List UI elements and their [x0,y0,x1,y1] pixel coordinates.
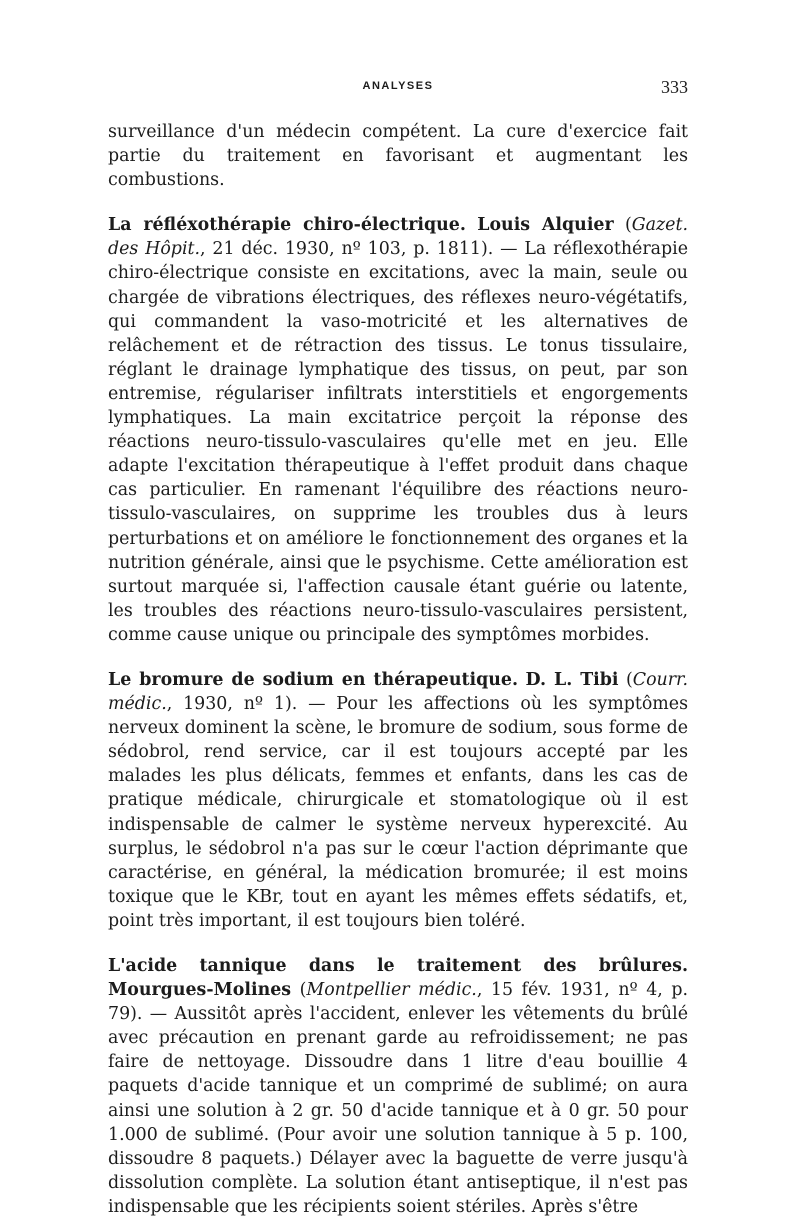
journal-source: Courr. médic. [108,669,688,715]
article-body: — Aussitôt après l'accident, enlever les vêtements du brûlé avec précaution en prenant garde au refroidissement; ne pas faire de nettoyage. Dissoudre dans 1 litre d'eau bouillie 4 paquets d'acide tannique et un comprimé de sublimé; on aura ainsi une solution à 2 gr. 50 d'acide tannique et à 0 gr. 50 pour 1.000 de sublimé. (Pour avoir une solution tannique à 5 p. 100, dissoudre 8 paquets.) Délayer avec la baguette de verre jusqu'à dissolution complète. La solution étant antiseptique, il n'est pas indispensable que les récipients soient stériles. Après s'être [108,1004,688,1217]
article-acide-tannique [108,954,688,1219]
article-author: Louis Alquier [477,215,614,236]
article-body: — Pour les affections où les symptômes nerveux dominent la scène, le bromure de sodium, sous forme de sédobrol, rend service, car il est toujours accepté par les malades les plus délicats, femmes et enfants, dans les cas de pratique médicale, chirurgicale et stomatologique où il est indispensable de calmer le système nerveux hyperexcité. Au surplus, le sédobrol n'a pas sur le cœur l'action déprimante que caractérise, en général, la médication bromurée; il est moins toxique que le KBr, tout en ayant les mêmes effets sédatifs, et, point très important, il est toujours bien toléré. [108,694,688,931]
article-author: Mourgues-Molines [108,980,292,1001]
article-bromure [108,668,688,933]
article-title: L'acide tannique dans le traitement des brûlures. [108,956,688,976]
article-author: D. L. Tibi [525,669,619,690]
article-body: — La réflexothérapie chiro-électrique consiste en excitations, avec la main, seule ou chargée de vibrations électriques, des réflexes neuro-végétatifs, qui commandent la vaso-motricité et les alternatives de relâchement et de rétraction des tissus. Le tonus tissulaire, réglant le drainage lymphatique des tissus, on peut, par son entremise, régulariser infiltrats interstitiels et engorgements lymphatiques. La main excitatrice perçoit la réponse des réactions neuro-tissulo-vasculaires qu'elle met en jeu. Elle adapte l'excitation thérapeutique à l'effet produit dans chaque cas particulier. En ramenant l'équilibre des réactions neuro-tissulo-vasculaires, on supprime les troubles dus à leurs perturbations et on améliore le fonctionnement des organes et la nutrition générale, ainsi que le psychisme. Cette amélioration est surtout marquée si, l'affection causale étant guérie ou latente, les troubles des réactions neuro-tissulo-vasculaires persistent, comme cause unique ou principale des symptômes morbides. [108,239,688,645]
running-title: ANALYSES [362,80,434,92]
journal-source: Montpellier médic. [306,980,477,1001]
article-title: La réfléxothérapie chiro-électrique. [108,215,466,236]
reference-open: ( [291,980,307,1001]
reference-open: ( [618,669,633,690]
article-title: Le bromure de sodium en thérapeutique. [108,669,519,690]
page-body [108,120,688,1219]
citation: , 21 déc. 1930, nº 103, p. 1811). [200,239,494,260]
running-header [108,77,688,100]
page-number: 333 [661,77,688,97]
article-reflexotherapie [108,213,688,647]
reference-open: ( [613,215,632,236]
citation: , 1930, nº 1). [166,694,298,715]
continuation-paragraph: surveillance d'un médecin compétent. La cure d'exercice fait partie du traitement en favorisant et augmentant les combustions. [108,122,688,191]
journal-source: Gazet. des Hôpit. [108,215,688,260]
citation: , 15 fév. 1931, nº 4, p. 79). [108,980,688,1025]
